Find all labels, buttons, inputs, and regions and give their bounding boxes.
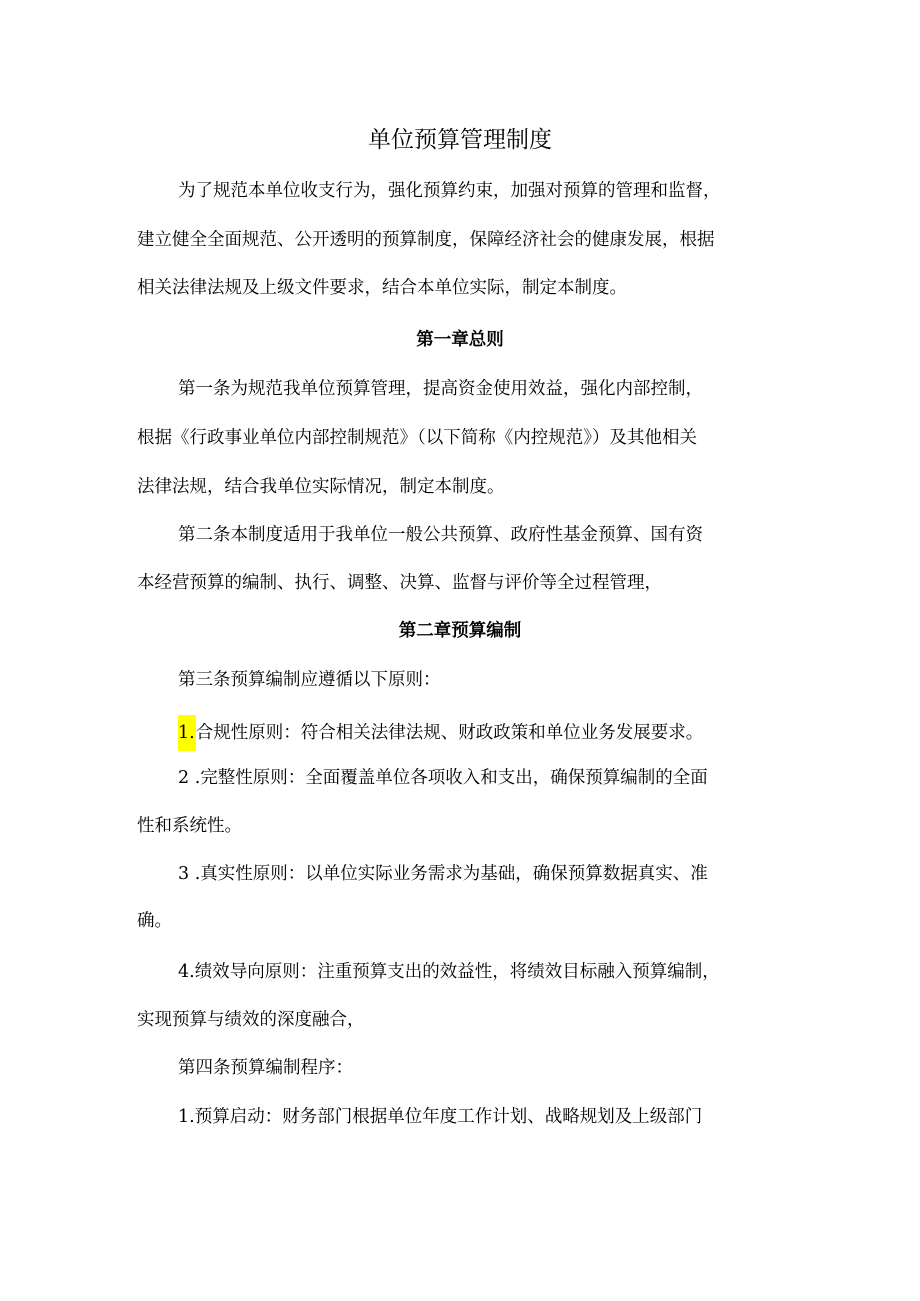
article-1-line-1: 第一条为规范我单位预算管理，提高资金使用效益，强化内部控制， [178,379,703,399]
highlighted-number: 1. [178,715,196,751]
intro-line-2: 建立健全全面规范、公开透明的预算制度，保障经济社会的健康发展，根据 [137,230,715,250]
principle-2-line-2: 性和系统性。 [137,816,242,836]
article-2-line-2: 本经营预算的编制、执行、调整、决算、监督与评价等全过程管理， [137,573,662,593]
principle-1-line [178,715,703,751]
article-2-line-1: 第二条本制度适用于我单位一般公共预算、政府性基金预算、国有资 [178,525,703,545]
article-4-line: 第四条预算编制程序： [178,1058,353,1078]
intro-line-3: 相关法律法规及上级文件要求，结合本单位实际，制定本制度。 [137,278,627,298]
chapter-2-heading: 第二章预算编制 [398,621,522,641]
principle-3-line-2: 确。 [137,911,172,931]
step-1-line: 1.预算启动：财务部门根据单位年度工作计划、战略规划及上级部门 [178,1107,703,1127]
principle-1-text: 合规性原则：符合相关法律法规、财政政策和单位业务发展要求。 [195,723,704,743]
principle-3-line-1: 3 .真实性原则：以单位实际业务需求为基础，确保预算数据真实、准 [178,864,708,884]
principle-4-line-2: 实现预算与绩效的深度融合， [137,1010,365,1030]
article-1-line-2: 根据《行政事业单位内部控制规范》（以下简称《内控规范》）及其他相关 [137,428,697,448]
article-3-line: 第三条预算编制应遵循以下原则： [178,670,441,690]
intro-line-1: 为了规范本单位收支行为，强化预算约束，加强对预算的管理和监督， [178,181,721,201]
article-1-line-3: 法律法规，结合我单位实际情况，制定本制度。 [137,477,505,497]
document-title: 单位预算管理制度 [368,127,552,153]
principle-2-line-1: 2 .完整性原则：全面覆盖单位各项收入和支出，确保预算编制的全面 [178,768,708,788]
chapter-1-heading: 第一章总则 [416,330,504,350]
principle-4-line-1: 4.绩效导向原则：注重预算支出的效益性，将绩效目标融入预算编制， [178,962,720,982]
